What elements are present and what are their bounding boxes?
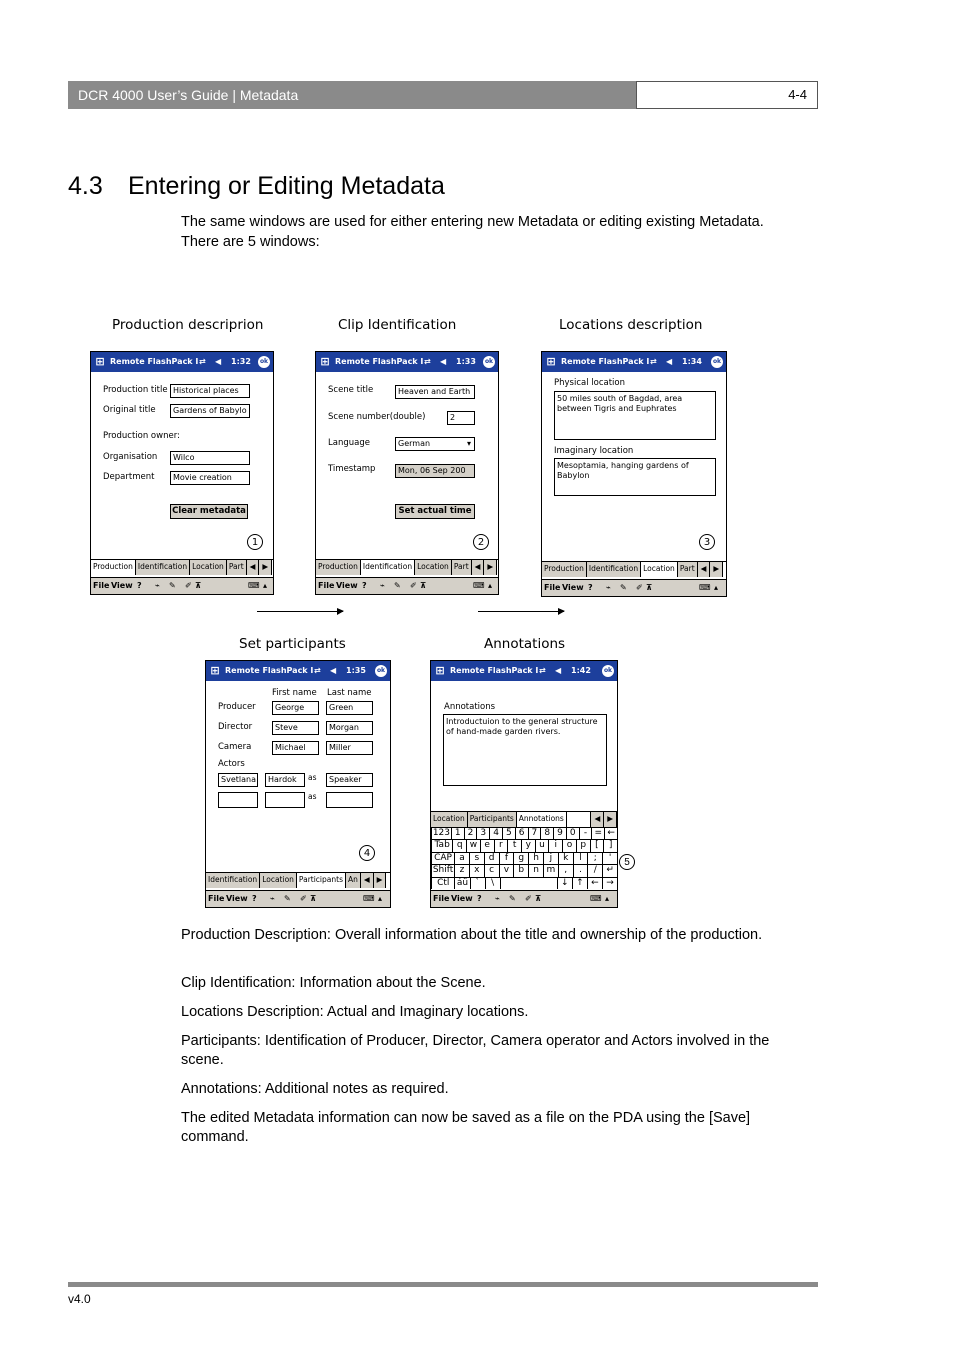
- language-value: German: [398, 439, 431, 448]
- keyboard-key[interactable]: f: [499, 852, 514, 864]
- view-menu[interactable]: View: [562, 583, 584, 592]
- keyboard-key[interactable]: q: [452, 839, 466, 851]
- presentation-icon[interactable]: ⊼: [310, 894, 317, 903]
- keyboard-key[interactable]: 8: [540, 827, 553, 839]
- header-page-number: 4-4: [636, 81, 818, 109]
- scene-title-field[interactable]: Heaven and Earth: [395, 385, 475, 399]
- tab-part[interactable]: Part: [452, 560, 472, 575]
- keyboard-key[interactable]: i: [548, 839, 562, 851]
- clock: 1:32: [231, 357, 251, 366]
- caption-clip: Clip Identification: [338, 317, 457, 333]
- description-production: [181, 926, 801, 945]
- tab-location[interactable]: Location: [415, 560, 452, 575]
- sync-icon[interactable]: ⇄: [199, 357, 206, 366]
- department-field[interactable]: Movie creation: [170, 471, 250, 485]
- connect-icon[interactable]: ⌁: [380, 581, 385, 590]
- last-name-header: Last name: [327, 688, 372, 698]
- tab-scroll-right-icon[interactable]: ▶: [374, 873, 387, 888]
- tab-scroll-left-icon[interactable]: ◀: [247, 560, 260, 575]
- tab-identification[interactable]: Identification: [361, 560, 415, 575]
- tab-production[interactable]: Production: [316, 560, 361, 575]
- presentation-icon[interactable]: ⊼: [646, 583, 653, 592]
- ok-button[interactable]: ok: [375, 665, 387, 677]
- keyboard-key[interactable]: -: [579, 827, 592, 839]
- keyboard-key[interactable]: b: [513, 864, 528, 876]
- keyboard-key[interactable]: 5: [502, 827, 515, 839]
- keyboard-key[interactable]: /: [587, 864, 602, 876]
- keyboard-key[interactable]: ,: [558, 864, 573, 876]
- pda-titlebar: [431, 661, 617, 681]
- pda-screen-location: [541, 351, 727, 597]
- section-heading: [68, 172, 445, 201]
- department-label: Department: [103, 472, 155, 482]
- keyboard-key[interactable]: ←: [587, 877, 602, 889]
- set-actual-time-button[interactable]: Set actual time: [395, 504, 475, 519]
- keyboard-key[interactable]: Ctl: [431, 877, 454, 889]
- keyboard-key[interactable]: k: [558, 852, 573, 864]
- keyboard-key[interactable]: ←: [604, 827, 617, 839]
- production-title-field[interactable]: Historical places: [170, 384, 250, 398]
- clock: 1:35: [346, 666, 366, 675]
- edit-icon[interactable]: ✐: [300, 894, 307, 903]
- ok-button[interactable]: ok: [258, 356, 270, 368]
- pda-titlebar: [206, 661, 390, 681]
- keyboard-key[interactable]: r: [494, 839, 508, 851]
- pen-icon[interactable]: ✎: [169, 581, 176, 590]
- camera-first-name-field[interactable]: Michael: [272, 741, 319, 755]
- connect-icon[interactable]: ⌁: [495, 894, 500, 903]
- intro-line-2: There are 5 windows:: [181, 234, 320, 250]
- keyboard-key[interactable]: m: [543, 864, 558, 876]
- tab-scroll-left-icon[interactable]: ◀: [361, 873, 374, 888]
- tab-scroll-left-icon[interactable]: ◀: [472, 560, 485, 575]
- menu-bar: [542, 579, 726, 596]
- footer-rule: [68, 1282, 818, 1287]
- keyboard-key[interactable]: [: [590, 839, 604, 851]
- keyboard-key[interactable]: v: [499, 864, 514, 876]
- actor1-role-field[interactable]: Speaker: [326, 773, 373, 787]
- intro-paragraph: [181, 212, 821, 252]
- speaker-icon[interactable]: ◀: [215, 357, 222, 366]
- term: Participants:: [181, 1033, 261, 1049]
- keyboard-icon[interactable]: ⌨: [363, 894, 375, 903]
- tab-scroll-right-icon[interactable]: ▶: [604, 812, 617, 827]
- actor1-first-name-field[interactable]: Svetlana: [218, 773, 258, 787]
- presentation-icon[interactable]: ⊼: [420, 581, 427, 590]
- keyboard-key[interactable]: ↓: [557, 877, 572, 889]
- actor1-last-name-field[interactable]: Hardok: [265, 773, 305, 787]
- clear-metadata-button[interactable]: Clear metadata: [170, 504, 248, 519]
- keyboard-row: [431, 852, 617, 864]
- keyboard-key[interactable]: g: [513, 852, 528, 864]
- tab-identification[interactable]: Identification: [206, 873, 260, 888]
- speaker-icon[interactable]: ◀: [440, 357, 447, 366]
- physical-location-label: Physical location: [554, 378, 626, 388]
- keyboard-key[interactable]: áü: [454, 877, 469, 889]
- ok-button[interactable]: ok: [711, 356, 723, 368]
- timestamp-field[interactable]: Mon, 06 Sep 200: [395, 464, 475, 478]
- view-menu[interactable]: View: [336, 581, 358, 590]
- keyboard-key[interactable]: w: [466, 839, 480, 851]
- tab-location[interactable]: Location: [641, 562, 678, 577]
- tab-scroll-right-icon[interactable]: ▶: [710, 562, 723, 577]
- callout-number: 3: [699, 534, 715, 550]
- file-menu[interactable]: File: [433, 894, 450, 903]
- imaginary-location-label: Imaginary location: [554, 446, 634, 456]
- actor2-role-field[interactable]: [326, 792, 373, 808]
- keyboard-row: [431, 839, 617, 851]
- caption-participants: Set participants: [239, 636, 346, 652]
- callout-number: 5: [619, 854, 635, 870]
- pda-screen-production: [90, 351, 274, 595]
- app-title: Remote FlashPack I: [110, 357, 199, 366]
- keyboard-key[interactable]: s: [469, 852, 484, 864]
- tab-bar: [91, 559, 273, 575]
- keyboard-key[interactable]: c: [484, 864, 499, 876]
- pda-titlebar: [91, 352, 273, 372]
- description-text: Identification of Producer, Director, Camera operator and Actors involved in the scene.: [181, 1033, 770, 1068]
- sync-icon[interactable]: ⇄: [650, 357, 657, 366]
- tab-location[interactable]: Location: [260, 873, 297, 888]
- physical-location-field[interactable]: 50 miles south of Bagdad, area between Tigris and Euphrates: [554, 391, 716, 440]
- keyboard-key[interactable]: n: [528, 864, 543, 876]
- keyboard-key[interactable]: ;: [587, 852, 602, 864]
- clock: 1:34: [682, 357, 702, 366]
- description-text: Overall information about the title and ownership of the production.: [330, 927, 763, 943]
- pda-titlebar: [542, 352, 726, 372]
- clock: 1:33: [456, 357, 476, 366]
- producer-last-name-field[interactable]: Green: [326, 701, 373, 715]
- view-menu[interactable]: View: [111, 581, 133, 590]
- original-title-field[interactable]: Gardens of Babylo: [170, 404, 250, 418]
- keyboard-key[interactable]: ↵: [602, 864, 617, 876]
- section-number: 4.3: [68, 172, 103, 200]
- intro-line-1: The same windows are used for either entering new Metadata or editing existing Metadata.: [181, 214, 764, 230]
- tab-scroll-left-icon[interactable]: ◀: [591, 812, 604, 827]
- tab-spacer: [567, 812, 592, 827]
- soft-keyboard: [431, 827, 617, 889]
- keyboard-key[interactable]: `: [470, 877, 485, 889]
- director-last-name-field[interactable]: Morgan: [326, 721, 373, 735]
- app-title: Remote FlashPack I: [335, 357, 424, 366]
- director-label: Director: [218, 722, 253, 732]
- tab-part[interactable]: Part: [227, 560, 247, 575]
- pen-icon[interactable]: ✎: [509, 894, 516, 903]
- windows-logo-icon[interactable]: ⊞: [320, 355, 330, 368]
- windows-logo-icon[interactable]: ⊞: [95, 355, 105, 368]
- edit-icon[interactable]: ✐: [636, 583, 643, 592]
- keyboard-key[interactable]: =: [591, 827, 604, 839]
- ok-button[interactable]: ok: [483, 356, 495, 368]
- flow-arrow: [478, 611, 564, 612]
- description-text: Additional notes as required.: [261, 1081, 449, 1097]
- production-title-label: Production title: [103, 385, 168, 395]
- keyboard-key[interactable]: p: [576, 839, 590, 851]
- keyboard-key[interactable]: l: [573, 852, 588, 864]
- connect-icon[interactable]: ⌁: [606, 583, 611, 592]
- tab-production[interactable]: Production: [542, 562, 587, 577]
- keyboard-arrow-icon[interactable]: ▴: [263, 581, 268, 590]
- scene-number-label: Scene number(double): [328, 412, 426, 422]
- header-title: DCR 4000 User’s Guide | Metadata: [68, 81, 636, 109]
- view-menu[interactable]: View: [451, 894, 473, 903]
- caption-annotations: Annotations: [484, 636, 566, 652]
- tab-location[interactable]: Location: [431, 812, 468, 827]
- windows-logo-icon[interactable]: ⊞: [546, 355, 556, 368]
- scene-number-field[interactable]: 2: [447, 411, 475, 425]
- keyboard-key[interactable]: z: [454, 864, 469, 876]
- speaker-icon[interactable]: ◀: [666, 357, 673, 366]
- keyboard-key[interactable]: x: [469, 864, 484, 876]
- pda-screen-annotations: [430, 660, 618, 908]
- tab-participants[interactable]: Participants: [297, 873, 346, 888]
- tab-production[interactable]: Production: [91, 560, 136, 575]
- keyboard-key[interactable]: ]: [603, 839, 617, 851]
- keyboard-key[interactable]: ': [602, 852, 617, 864]
- description-text: Actual and Imaginary locations.: [323, 1004, 529, 1020]
- keyboard-row: [431, 827, 617, 839]
- term: Production Description:: [181, 927, 331, 943]
- keyboard-key[interactable]: 123: [432, 828, 451, 838]
- keyboard-key[interactable]: 0: [566, 827, 579, 839]
- timestamp-label: Timestamp: [328, 464, 376, 474]
- keyboard-row: [431, 877, 617, 889]
- file-menu[interactable]: File: [208, 894, 225, 903]
- language-select[interactable]: [395, 437, 475, 451]
- tab-bar: [206, 872, 390, 888]
- file-menu[interactable]: File: [93, 581, 110, 590]
- term: Clip Identification: [181, 975, 292, 991]
- organisation-label: Organisation: [103, 452, 158, 462]
- keyboard-arrow-icon[interactable]: ▴: [488, 581, 493, 590]
- help-icon[interactable]: ?: [362, 581, 367, 590]
- keyboard-key[interactable]: 7: [528, 827, 541, 839]
- tab-bar: [316, 559, 498, 575]
- keyboard-icon[interactable]: ⌨: [699, 583, 711, 592]
- tab-bar: [542, 561, 726, 577]
- keyboard-icon[interactable]: ⌨: [590, 894, 602, 903]
- pda-screen-participants: [205, 660, 391, 908]
- tab-scroll-right-icon[interactable]: ▶: [484, 560, 497, 575]
- caption-locations: Locations description: [559, 317, 703, 333]
- keyboard-arrow-icon[interactable]: ▴: [714, 583, 719, 592]
- tab-scroll-right-icon[interactable]: ▶: [259, 560, 272, 575]
- keyboard-key[interactable]: [500, 877, 557, 889]
- keyboard-key[interactable]: ↑: [572, 877, 587, 889]
- app-title: Remote FlashPack I: [225, 666, 314, 675]
- first-name-header: First name: [272, 688, 317, 698]
- dropdown-arrow-icon[interactable]: ▾: [466, 439, 471, 448]
- speaker-icon[interactable]: ◀: [555, 666, 562, 675]
- description-locations: [181, 1003, 801, 1022]
- actors-label: Actors: [218, 759, 245, 769]
- sync-icon[interactable]: ⇄: [314, 666, 321, 675]
- keyboard-key[interactable]: .: [573, 864, 588, 876]
- tab-identification[interactable]: Identification: [136, 560, 190, 575]
- keyboard-key[interactable]: d: [484, 852, 499, 864]
- organisation-field[interactable]: Wilco: [170, 451, 250, 465]
- tab-participants[interactable]: Participants: [468, 812, 517, 827]
- keyboard-icon[interactable]: ⌨: [248, 581, 260, 590]
- menu-bar: [316, 577, 498, 594]
- speaker-icon[interactable]: ◀: [330, 666, 337, 675]
- file-menu[interactable]: File: [544, 583, 561, 592]
- keyboard-key[interactable]: e: [480, 839, 494, 851]
- connect-icon[interactable]: ⌁: [155, 581, 160, 590]
- actor2-last-name-field[interactable]: [265, 792, 305, 808]
- original-title-label: Original title: [103, 405, 156, 415]
- file-menu[interactable]: File: [318, 581, 335, 590]
- edit-icon[interactable]: ✐: [185, 581, 192, 590]
- keyboard-key[interactable]: 2: [464, 827, 477, 839]
- actor2-first-name-field[interactable]: [218, 792, 258, 808]
- keyboard-arrow-icon[interactable]: ▴: [378, 894, 383, 903]
- tab-bar: [431, 811, 617, 827]
- connect-icon[interactable]: ⌁: [270, 894, 275, 903]
- keyboard-key[interactable]: 9: [553, 827, 566, 839]
- version-label: v4.0: [68, 1292, 91, 1306]
- sync-icon[interactable]: ⇄: [424, 357, 431, 366]
- keyboard-key[interactable]: u: [535, 839, 549, 851]
- pen-icon[interactable]: ✎: [284, 894, 291, 903]
- keyboard-key[interactable]: h: [528, 852, 543, 864]
- app-title: Remote FlashPack I: [561, 357, 650, 366]
- presentation-icon[interactable]: ⊼: [195, 581, 202, 590]
- pen-icon[interactable]: ✎: [394, 581, 401, 590]
- imaginary-location-field[interactable]: Mesoptamia, hanging gardens of Babylon: [554, 458, 716, 496]
- tab-annotations[interactable]: An: [346, 873, 361, 888]
- clock: 1:42: [571, 666, 591, 675]
- keyboard-key[interactable]: 3: [476, 827, 489, 839]
- tab-scroll-left-icon[interactable]: ◀: [698, 562, 711, 577]
- term: Locations Description:: [181, 1004, 324, 1020]
- description-participants: [181, 1032, 801, 1070]
- pen-icon[interactable]: ✎: [620, 583, 627, 592]
- flow-arrow: [257, 611, 343, 612]
- callout-number: 1: [247, 534, 263, 550]
- keyboard-key[interactable]: →: [602, 877, 617, 889]
- as-label: as: [308, 792, 317, 801]
- tab-identification[interactable]: Identification: [587, 562, 641, 577]
- keyboard-key[interactable]: 6: [515, 827, 528, 839]
- app-title: Remote FlashPack I: [450, 666, 539, 675]
- keyboard-key[interactable]: a: [454, 852, 469, 864]
- edit-icon[interactable]: ✐: [410, 581, 417, 590]
- presentation-icon[interactable]: ⊼: [535, 894, 542, 903]
- keyboard-key[interactable]: Tab: [431, 839, 452, 851]
- callout-number: 2: [473, 534, 489, 550]
- ok-button[interactable]: ok: [602, 665, 614, 677]
- producer-first-name-field[interactable]: George: [272, 701, 319, 715]
- description-text: : Information about the Scene.: [291, 975, 486, 991]
- annotations-label: Annotations: [444, 702, 496, 712]
- producer-label: Producer: [218, 702, 256, 712]
- keyboard-key[interactable]: j: [543, 852, 558, 864]
- closing-paragraph: The edited Metadata information can now be saved as a file on the PDA using the [Save] command.: [181, 1110, 751, 1145]
- camera-label: Camera: [218, 742, 252, 752]
- pda-titlebar: [316, 352, 498, 372]
- keyboard-key[interactable]: Shift: [432, 865, 454, 876]
- as-label: as: [308, 773, 317, 782]
- keyboard-key[interactable]: t: [507, 839, 521, 851]
- sync-icon[interactable]: ⇄: [539, 666, 546, 675]
- keyboard-icon[interactable]: ⌨: [473, 581, 485, 590]
- section-title: Entering or Editing Metadata: [128, 172, 445, 200]
- language-label: Language: [328, 438, 370, 448]
- keyboard-key[interactable]: CAP: [431, 852, 454, 864]
- description-annotations: [181, 1080, 801, 1099]
- keyboard-key[interactable]: o: [562, 839, 576, 851]
- view-menu[interactable]: View: [226, 894, 248, 903]
- page-header: [68, 81, 818, 109]
- caption-production: Production descriprion: [112, 317, 264, 333]
- keyboard-arrow-icon[interactable]: ▴: [605, 894, 610, 903]
- tab-location[interactable]: Location: [190, 560, 227, 575]
- keyboard-key[interactable]: 4: [489, 827, 502, 839]
- keyboard-key[interactable]: y: [521, 839, 535, 851]
- help-icon[interactable]: ?: [252, 894, 257, 903]
- director-first-name-field[interactable]: Steve: [272, 721, 319, 735]
- keyboard-row: [431, 864, 617, 876]
- pda-screen-identification: [315, 351, 499, 595]
- edit-icon[interactable]: ✐: [525, 894, 532, 903]
- help-icon[interactable]: ?: [477, 894, 482, 903]
- callout-number: 4: [359, 845, 375, 861]
- help-icon[interactable]: ?: [137, 581, 142, 590]
- help-icon[interactable]: ?: [588, 583, 593, 592]
- windows-logo-icon[interactable]: ⊞: [210, 664, 220, 677]
- menu-bar: [206, 890, 390, 907]
- windows-logo-icon[interactable]: ⊞: [435, 664, 445, 677]
- description-clip: [181, 974, 801, 993]
- annotations-field[interactable]: Introductuion to the general structure of hand-made garden rivers.: [443, 714, 607, 786]
- scene-title-label: Scene title: [328, 385, 374, 395]
- tab-annotations[interactable]: Annotations: [517, 812, 567, 827]
- camera-last-name-field[interactable]: Miller: [326, 741, 373, 755]
- term: Annotations:: [181, 1081, 262, 1097]
- tab-part[interactable]: Part: [678, 562, 698, 577]
- menu-bar: [431, 890, 617, 907]
- production-owner-label: Production owner:: [103, 431, 180, 441]
- keyboard-key[interactable]: 1: [451, 827, 464, 839]
- keyboard-key[interactable]: \: [485, 877, 500, 889]
- menu-bar: [91, 577, 273, 594]
